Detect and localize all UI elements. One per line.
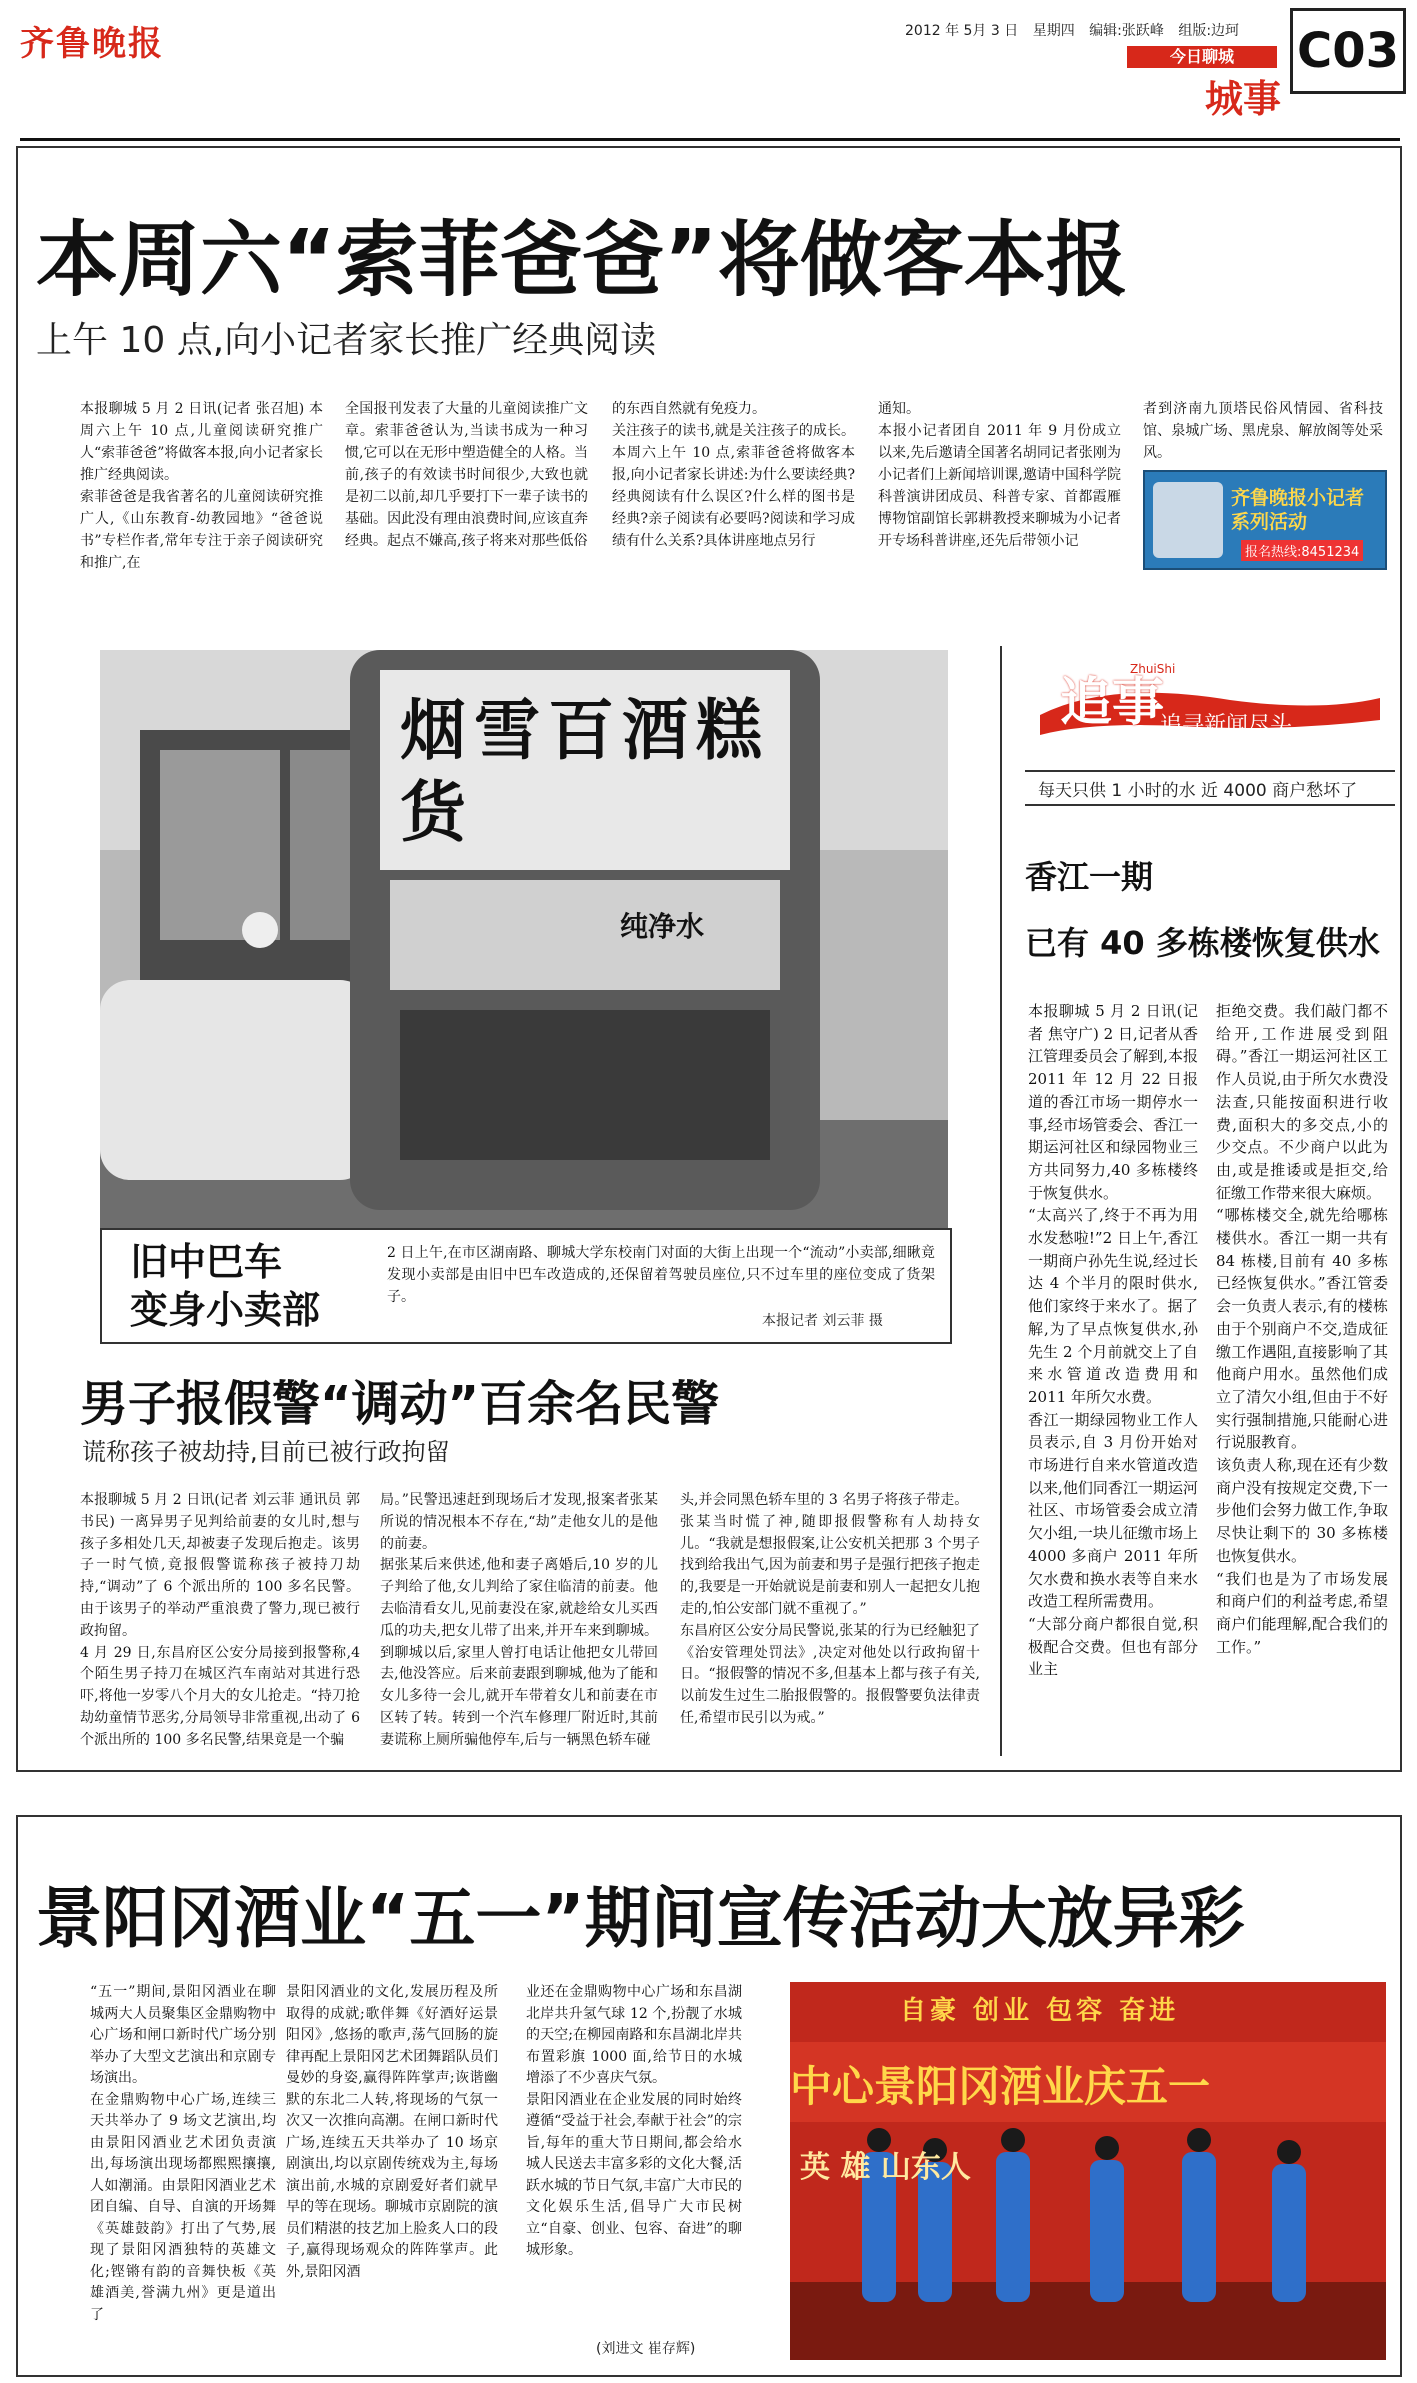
zhuishi-teaser: 每天只供 1 小时的水 近 4000 商户愁坏了	[1038, 781, 1358, 801]
masthead-rule	[20, 138, 1400, 141]
column-divider	[1000, 646, 1002, 1756]
section-tag: 今日聊城	[1127, 46, 1277, 68]
ad-hotline: 报名热线:8451234	[1241, 540, 1363, 561]
issue-date: 2012 年 5月 3 日	[905, 23, 1019, 39]
kid-reporter-ad	[1143, 470, 1387, 570]
issue-weekday: 星期四	[1032, 23, 1075, 39]
story3-credit: (刘进文 崔存辉)	[596, 2341, 696, 2357]
stage-photo	[790, 1982, 1386, 2360]
editor-credit: 编辑:张跃峰	[1089, 23, 1164, 39]
story3-col3: 业还在金鼎购物中心广场和东昌湖北岸共升氢气球 12 个,扮靓了水城的天空;在柳园南路和东昌湖北岸共布置彩旗 1000 面,给节日的水城增添了不少喜庆气氛。 景阳冈酒业在企业发展的同时始终遵循“受益于社会,奉献于社会”的宗旨,每年的重大节日期间,都会给水城人民送去丰富多彩的文化大餐,活跃水城的节日气氛,丰富广大市民的文化娱乐生活,倡导广大市民树立“自豪、创业、包容、奋进”的聊城形象。	[526, 1984, 742, 2258]
photo1-credit: 本报记者 刘云菲 摄	[762, 1313, 883, 1329]
section-title: 城事	[1205, 77, 1282, 121]
zhuishi-headline2: 已有 40 多栋楼恢复供水	[1025, 924, 1380, 962]
ad-photo	[1153, 482, 1223, 558]
photo1-caption: 2 日上午,在市区湖南路、聊城大学东校南门对面的大街上出现一个“流动”小卖部,细瞅竟发现小卖部是由旧中巴车改造成的,还保留着驾驶员座位,只不过车里的座位变成了货架子。	[387, 1245, 935, 1305]
story1-col5: 者到济南九顶塔民俗风情园、省科技馆、泉城广场、黑虎泉、解放阁等处采风。	[1143, 401, 1383, 461]
story2-subhead: 谎称孩子被劫持,目前已被行政拘留	[82, 1438, 450, 1466]
photo1-title-line1: 旧中巴车	[130, 1240, 283, 1284]
story2-col2: 局。”民警迅速赶到现场后才发现,报案者张某所说的情况根本不存在,“劫”走他女儿的是他的前妻。 据张某后来供述,他和妻子离婚后,10 岁的儿子判给了他,女儿判给了家住临清的前妻。他去临清看女儿,见前妻没在家,就趁给女儿买西瓜的功夫,把女儿带了出来,并开车来到聊城。到聊城以后,家里人曾打电话让他把女儿带回去,他没答应。后来前妻跟到聊城,他为了能和女儿多待一会儿,就开车带着女儿和前妻在市区转了转。转到一个汽车修理厂附近时,其前妻谎称上厕所骗他停车,后与一辆黑色轿车碰	[380, 1492, 658, 1748]
story1-col2: 全国报刊发表了大量的儿童阅读推广文章。索菲爸爸认为,当读书成为一种习惯,它可以在无形中塑造健全的人格。当前,孩子的有效读书时间很少,大致也就是初二以前,却几乎要打下一辈子读书的基础。因此没有理由浪费时间,应该直奔经典。起点不嫌高,孩子将来对那些低俗	[345, 401, 588, 549]
story2-col1: 本报聊城 5 月 2 日讯(记者 刘云菲 通讯员 郭书民) 一离异男子见判给前妻的女儿时,想与孩子多相处几天,却被妻子发现后抱走。该男子一时气愤,竟报假警谎称孩子被持刀劫持,“调动”了 6 个派出所的 100 多名民警。由于该男子的举动严重浪费了警力,现已被行政拘留。 4 月 29 日,东昌府区公安分局接到报警称,4 个陌生男子持刀在城区汽车南站对其进行恐吓,将他一岁零八个月大的女儿抢走。“持刀抢劫幼童情节恶劣,分局领导非常重视,出动了 6 个派出所的 100 多名民警,结果竟是一个骗	[80, 1492, 360, 1748]
story1-subhead: 上午 10 点,向小记者家长推广经典阅读	[36, 320, 657, 361]
story2-col3: 头,并会同黑色轿车里的 3 名男子将孩子带走。 张某当时慌了神,随即报假警称有人劫持女儿。“我就是想报假案,让公安机关把那 3 个男子找到给我出气,因为前妻和男子是强行把孩子抱走的,我要是一开始就说是前妻和别人一起把女儿抱走的,怕公安部门就不重视了。” 东昌府区公安分局民警说,张某的行为已经触犯了《治安管理处罚法》,决定对他处以行政拘留十日。“报假警的情况不多,但基本上都与孩子有关,以前发生过生二胎报假警的。报假警要负法律责任,希望市民引以为戒。”	[680, 1492, 980, 1726]
designer-credit: 组版:边珂	[1178, 23, 1240, 39]
story1-col1: 本报聊城 5 月 2 日讯(记者 张召旭) 本周六上午 10 点,儿童阅读研究推广人“索菲爸爸”将做客本报,向小记者家长推广经典阅读。 索菲爸爸是我省著名的儿童阅读研究推广人,《山东教育-幼教园地》“爸爸说书”专栏作者,常年专注于亲子阅读研究和推广,在	[80, 401, 323, 571]
zhuishi-colB: 拒绝交费。我们敲门都不给开,工作进展受到阻碍。”香江一期运河社区工作人员说,由于所欠水费没法查,只能按面积进行收费,面积大的多交点,小的少交点。不少商户以此为由,或是推诿或是拒交,给征缴工作带来很大麻烦。 “哪栋楼交全,就先给哪栋楼供水。香江一期一共有 84 栋楼,目前有 40 多栋已经恢复供水。”香江管委会一负责人表示,有的楼栋由于个别商户不交,造成征缴工作遇阻,直接影响了其他商户用水。虽然他们成立了清欠小组,但由于不好实行强制措施,只能耐心进行说服教育。 该负责人称,现在还有少数商户没有按规定交费,下一步他们会努力做工作,争取尽快让剩下的 30 多栋楼也恢复供水。 “我们也是为了市场发展和商户们的利益考虑,希望商户们能理解,配合我们的工作。”	[1216, 1002, 1388, 1656]
zhuishi-headline1: 香江一期	[1025, 858, 1154, 896]
page-meta	[905, 20, 1249, 40]
story3-headline: 景阳冈酒业“五一”期间宣传活动大放异彩	[36, 1880, 1245, 1957]
bus-shop-photo	[100, 650, 948, 1228]
zhuishi-rule-top	[1025, 770, 1395, 772]
story3-col2: 景阳冈酒业的文化,发展历程及所取得的成就;歌伴舞《好酒好运景阳冈》,悠扬的歌声,荡气回肠的旋律再配上景阳冈艺术团舞蹈队员们曼妙的身姿,赢得阵阵掌声;诙谐幽默的东北二人转,将现场的气氛一次又一次推向高潮。在闸口新时代广场,连续五天共举办了 10 场京剧演出,均以京剧传统戏为主,每场演出前,水城的京剧爱好者们就早早的等在现场。聊城市京剧院的演员们精湛的技艺加上脸炙人口的段子,赢得现场观众的阵阵掌声。此外,景阳冈酒	[286, 1984, 498, 2280]
bus-sign-small: 纯净水	[620, 910, 705, 943]
story2-headline: 男子报假警“调动”百余名民警	[80, 1376, 720, 1432]
zhuishi-pinyin: ZhuiShi	[1130, 662, 1176, 676]
newspaper-logo: 齐鲁晚报	[20, 24, 164, 64]
story3-col1: “五一”期间,景阳冈酒业在聊城两大人员聚集区金鼎购物中心广场和闸口新时代广场分别举办了大型文艺演出和京剧专场演出。 在金鼎购物中心广场,连续三天共举办了 9 场文艺演出,均由景阳冈酒业艺术团负责演出,每场演出现场都熙熙攘攘,人如潮涌。由景阳冈酒业艺术团自编、自导、自演的开场舞《英雄鼓韵》打出了气势,展现了景阳冈酒独特的英雄文化;铿锵有韵的音舞快板《英雄酒美,誉满九州》更是道出了	[90, 1984, 276, 2323]
ad-title: 齐鲁晚报小记者系列活动	[1231, 487, 1365, 533]
zhuishi-colA: 本报聊城 5 月 2 日讯(记者 焦守广) 2 日,记者从香江管理委员会了解到,本报 2011 年 12 月 22 日报道的香江市场一期停水一事,经市场管委会、香江一期运河社区和绿园物业三方共同努力,40 多栋楼终于恢复供水。 “太高兴了,终于不再为用水发愁啦!”2 日上午,香江一期商户孙先生说,经过长达 4 个半月的限时供水,他们家终于来水了。据了解,为了早点恢复供水,孙先生 2 个月前就交上了自来水管道改造费用和 2011 年所欠水费。 香江一期绿园物业工作人员表示,自 3 月份开始对市场进行自来水管道改造以来,他们同香江一期运河社区、市场管委会成立清欠小组,一块儿征缴市场上 4000 多商户 2011 年所欠水费和换水表等自来水改造工程所需费用。 “大部分商户都很自觉,积极配合交费。但也有部分业主	[1028, 1002, 1198, 1679]
zhuishi-logo-text: 追事	[1060, 673, 1165, 733]
bus-sign-text: 烟雪百酒糕货	[400, 692, 770, 851]
photo1-caption-box	[100, 1228, 952, 1344]
story1-col3: 的东西自然就有免疫力。 关注孩子的读书,就是关注孩子的成长。本周六上午 10 点,索菲爸爸将做客本报,向小记者家长讲述:为什么要读经典?经典阅读有什么误区?什么样的图书是经典?亲子阅读有必要吗?阅读和学习成绩有什么关系?具体讲座地点另行	[612, 401, 855, 549]
zhuishi-logo-block	[1030, 660, 1390, 745]
page-number: C03	[1290, 8, 1406, 94]
story1-col4: 通知。 本报小记者团自 2011 年 9 月份成立以来,先后邀请全国著名胡同记者张刚为小记者们上新闻培训课,邀请中国科学院科普演讲团成员、科普专家、首都霞雁博物馆副馆长郭耕教授来聊城为小记者开专场科普讲座,还先后带领小记	[878, 401, 1121, 549]
zhuishi-rule-bottom	[1025, 804, 1395, 806]
zhuishi-slogan: 追寻新闻尽头	[1160, 713, 1293, 738]
photo2-banner-main: 中心景阳冈酒业庆五一	[790, 2062, 1211, 2111]
photo1-title-line2: 变身小卖部	[130, 1288, 321, 1332]
story1-headline: 本周六“索菲爸爸”将做客本报	[36, 213, 1128, 308]
photo2-banner-slogan: 自豪 创业 包容 奋进	[900, 1996, 1180, 2026]
photo2-banner-sub: 英 雄 山东人	[800, 2150, 971, 2185]
